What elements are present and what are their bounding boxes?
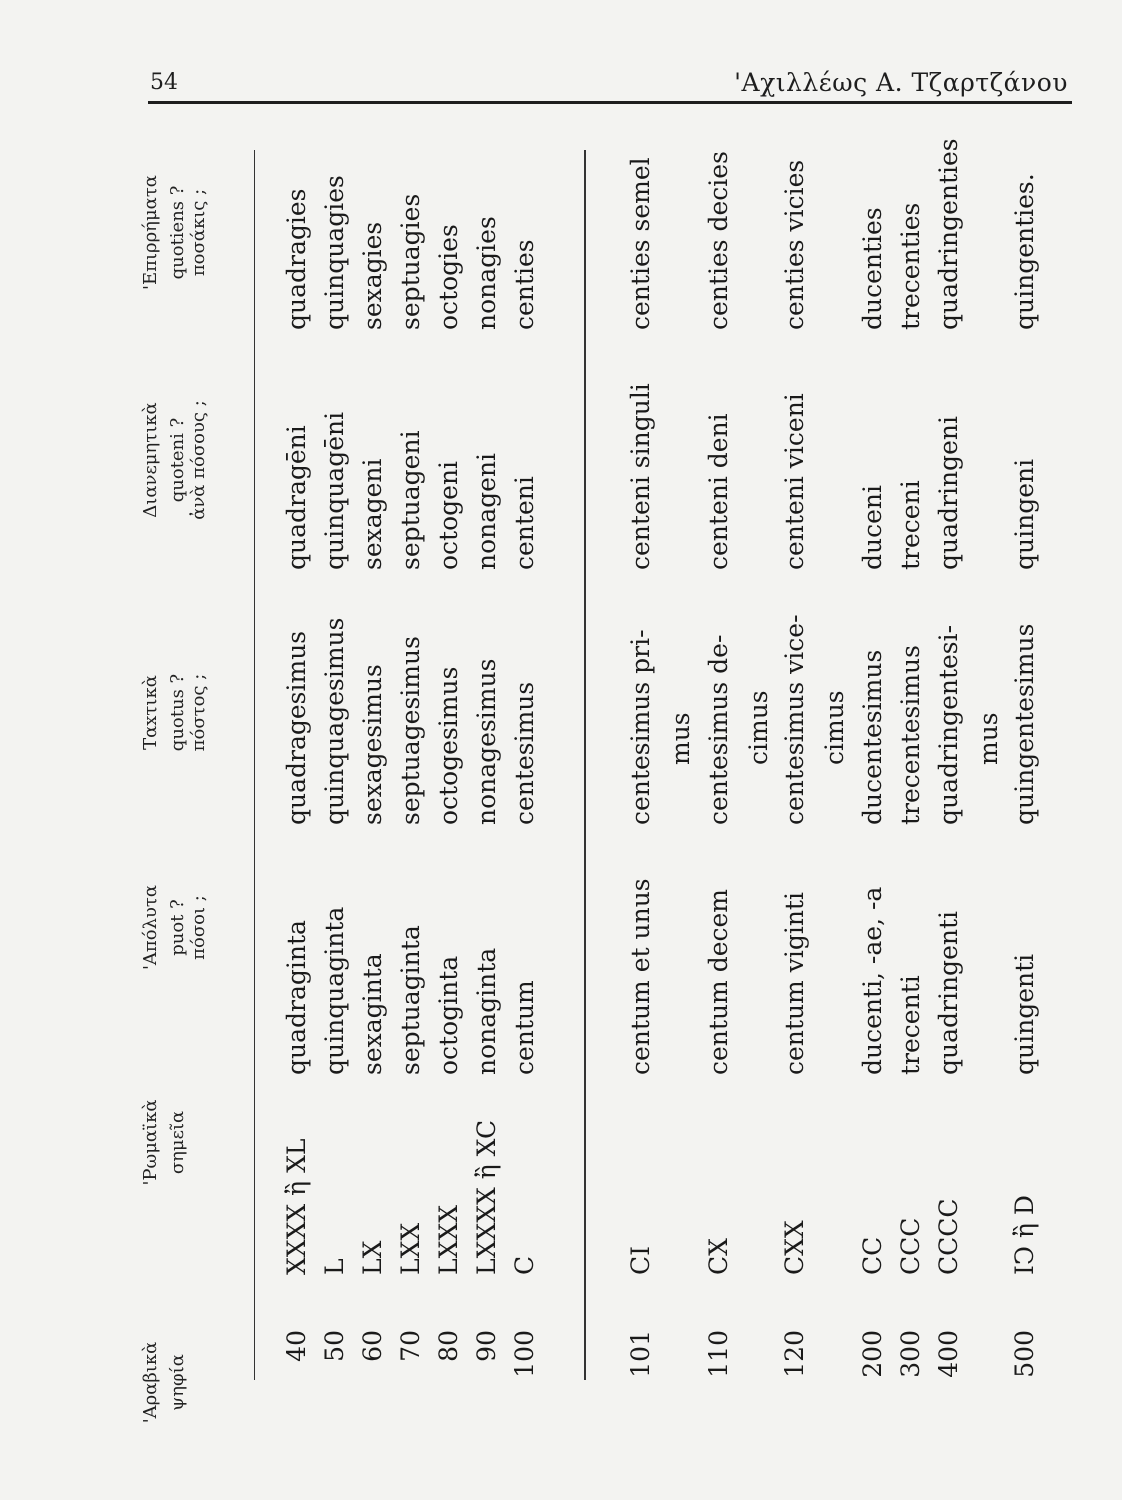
cell-distributive: quinquagēni [320, 411, 349, 570]
header-sub: ψηφία [167, 1354, 188, 1411]
cell-arabic: 120 [780, 1330, 809, 1378]
cell-arabic: 100 [510, 1330, 539, 1378]
header-sub: quoteni ? [167, 417, 188, 503]
cell-ordinal: octogesimus [434, 666, 463, 825]
cell-arabic: 50 [320, 1330, 349, 1362]
cell-adverb: trecenties [896, 202, 925, 330]
cell-absolute: nonaginta [472, 947, 501, 1075]
cell-absolute: centum et unus [626, 878, 655, 1075]
cell-distributive: treceni [896, 480, 925, 570]
cell-distributive: quadragēni [282, 425, 311, 570]
cell-arabic: 80 [434, 1330, 463, 1362]
cell-absolute: ducenti, -ae, -a [858, 886, 887, 1075]
cell-arabic: 90 [472, 1330, 501, 1362]
cell-absolute: quinquaginta [320, 906, 349, 1075]
cell-roman: CCCC [934, 1198, 963, 1275]
header-sub: quotiens ? [167, 185, 188, 280]
cell-ordinal-continuation: mus [666, 712, 695, 765]
header-label: 'Επιρρήματα [140, 175, 161, 290]
cell-distributive: centeni deni [704, 413, 733, 570]
cell-roman: IↃ ἢ D [1010, 1195, 1039, 1275]
cell-roman: CCC [896, 1217, 925, 1275]
cell-adverb: septuagies [396, 193, 425, 330]
cell-ordinal-continuation: cimus [744, 690, 773, 765]
header-sub: σημεῖα [167, 1110, 188, 1175]
cell-roman: LX [358, 1240, 387, 1275]
cell-ordinal: nonagesimus [472, 658, 501, 825]
header-ordinal [140, 650, 209, 775]
cell-absolute: quingenti [1010, 953, 1039, 1075]
cell-arabic: 500 [1010, 1330, 1039, 1378]
cell-ordinal: centesimus de- [704, 634, 733, 825]
header-label: 'Ρωμαϊκὰ [140, 1099, 161, 1186]
cell-ordinal-continuation: mus [974, 712, 1003, 765]
header-label: 'Αραβικὰ [140, 1341, 161, 1424]
cell-adverb: quadragies [282, 188, 311, 330]
header-rule [148, 101, 1072, 104]
cell-ordinal: quinquagesimus [320, 617, 349, 825]
cell-distributive: centeni viceni [780, 393, 809, 570]
cell-adverb: octogies [434, 224, 463, 330]
cell-adverb: centies semel [626, 157, 655, 330]
cell-roman: LXX [396, 1222, 425, 1275]
cell-distributive: quingeni [1010, 458, 1039, 570]
cell-distributive: duceni [858, 485, 887, 570]
cell-absolute: quadraginta [282, 920, 311, 1075]
header-label: Ταxτικὰ [140, 675, 161, 750]
cell-distributive: centeni [510, 476, 539, 570]
cell-adverb: ducenties [858, 207, 887, 330]
header-label: 'Απόλυτα [140, 884, 161, 971]
cell-arabic: 60 [358, 1330, 387, 1362]
running-title: 'Αχιλλέως Α. Τζαρτζάνου [734, 68, 1068, 97]
cell-ordinal: septuagesimus [396, 636, 425, 825]
cell-adverb: quinquagies [320, 175, 349, 330]
cell-distributive: octogeni [434, 460, 463, 570]
cell-roman: CI [626, 1245, 655, 1275]
cell-roman: CX [704, 1238, 733, 1275]
cell-adverb: sexagies [358, 221, 387, 330]
header-sub2: ἀνὰ πόσους ; [188, 400, 209, 520]
header-sub: puot ? [167, 899, 188, 956]
cell-ordinal-continuation: cimus [820, 690, 849, 765]
cell-adverb: centies decies [704, 151, 733, 330]
cell-adverb: centies [510, 239, 539, 330]
cell-distributive: sexageni [358, 458, 387, 570]
cell-absolute: centum [510, 980, 539, 1075]
cell-absolute: quadringenti [934, 910, 963, 1075]
cell-roman: LXXXX ἢ XC [472, 1119, 501, 1275]
cell-adverb: centies vicies [780, 159, 809, 330]
header-label: Διανεμητικὰ [140, 402, 161, 518]
header-roman [140, 1080, 188, 1205]
cell-roman: C [510, 1255, 539, 1275]
cell-ordinal: centesimus pri- [626, 629, 655, 825]
page-number: 54 [150, 70, 178, 95]
cell-arabic: 101 [626, 1330, 655, 1378]
cell-adverb: quingenties. [1010, 173, 1039, 330]
header-absolute [140, 865, 209, 990]
cell-roman: L [320, 1258, 349, 1275]
header-sub2: ποσάκις ; [188, 188, 209, 277]
table-rule-divider [584, 150, 586, 1380]
cell-adverb: nonagies [472, 216, 501, 330]
cell-ordinal: quadragesimus [282, 630, 311, 825]
cell-arabic: 300 [896, 1330, 925, 1378]
cell-adverb: quadringenties [934, 138, 963, 330]
cell-ordinal: quingentesimus [1010, 623, 1039, 825]
header-sub2: πόστος ; [188, 673, 209, 752]
cell-distributive: centeni singuli [626, 383, 655, 570]
cell-ordinal: sexagesimus [358, 664, 387, 825]
cell-ordinal: quadringentesi- [934, 624, 963, 825]
cell-distributive: nonageni [472, 452, 501, 570]
header-adverb [140, 170, 209, 295]
cell-arabic: 110 [704, 1330, 733, 1378]
cell-absolute: sexaginta [358, 953, 387, 1075]
cell-ordinal: centesimus vice- [780, 614, 809, 825]
cell-arabic: 200 [858, 1330, 887, 1378]
header-sub: quotus ? [167, 673, 188, 752]
cell-distributive: septuageni [396, 430, 425, 570]
cell-ordinal: ducentesimus [858, 649, 887, 825]
cell-roman: CXX [780, 1220, 809, 1275]
cell-absolute: septuaginta [396, 925, 425, 1075]
cell-absolute: trecenti [896, 975, 925, 1075]
cell-roman: XXXX ἢ XL [282, 1138, 311, 1275]
cell-arabic: 40 [282, 1330, 311, 1362]
header-arabic [140, 1320, 188, 1445]
cell-roman: LXXX [434, 1205, 463, 1275]
cell-absolute: octoginta [434, 955, 463, 1075]
numerals-table [140, 125, 1060, 1445]
table-rule-top [254, 150, 255, 1380]
cell-distributive: quadringeni [934, 416, 963, 570]
cell-ordinal: trecentesimus [896, 645, 925, 825]
header-distributive [140, 385, 209, 535]
cell-absolute: centum decem [704, 889, 733, 1075]
cell-ordinal: centesimus [510, 681, 539, 825]
cell-roman: CC [858, 1236, 887, 1275]
cell-arabic: 70 [396, 1330, 425, 1362]
cell-arabic: 400 [934, 1330, 963, 1378]
header-sub2: πόσοι ; [188, 895, 209, 960]
cell-absolute: centum viginti [780, 892, 809, 1075]
